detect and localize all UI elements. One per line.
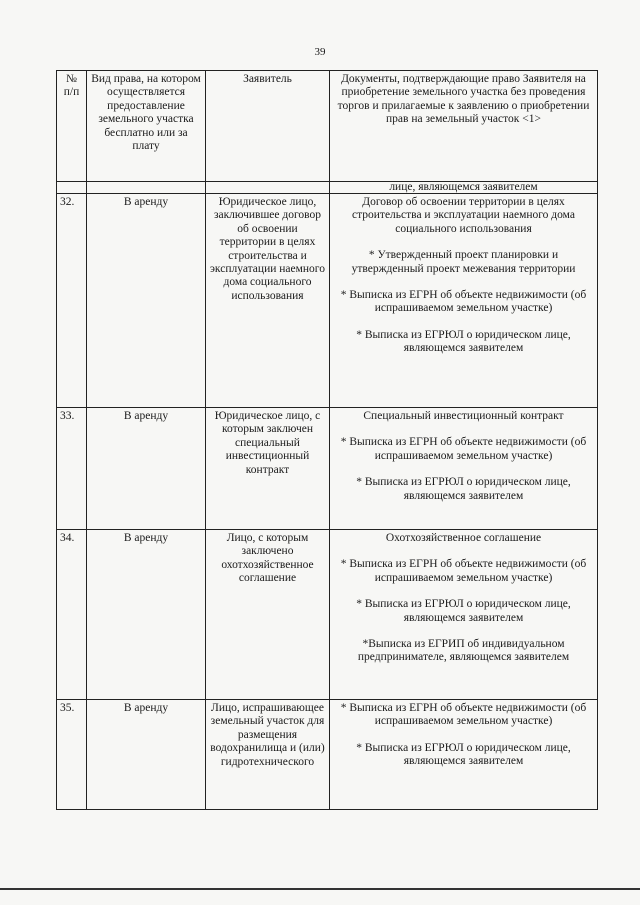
page-number: 39 — [314, 46, 326, 58]
documents-cell — [330, 700, 598, 810]
document-item: * Выписка из ЕГРЮЛ о юридическом лице, являющемся заявителем — [356, 598, 571, 624]
row-number: 32. — [57, 194, 87, 408]
table-row — [57, 194, 598, 408]
applicant: Лицо, с которым заключено охотхозяйственное соглашение — [206, 530, 330, 700]
header-number: № п/п — [57, 71, 87, 182]
row-number: 35. — [57, 700, 87, 810]
document-item: Специальный инвестиционный контракт — [363, 410, 564, 422]
document-item: * Выписка из ЕГРЮЛ о юридическом лице, являющемся заявителем — [356, 741, 571, 768]
applicant: Юридическое лицо, заключившее договор об освоении территории в целях строительства и эксплуатации наемного дома социального использования — [206, 194, 330, 408]
table-row — [57, 700, 598, 810]
applicant: Лицо, испрашивающее земельный участок для размещения водохранилища и (или) гидротехнического — [206, 700, 330, 810]
header-applicant: Заявитель — [206, 71, 330, 182]
document-item: *Выписка из ЕГРИП об индивидуальном предпринимателе, являющемся заявителем — [357, 638, 570, 664]
table-row — [57, 530, 598, 700]
right-type: В аренду — [87, 194, 206, 408]
applicant: Юридическое лицо, с которым заключен специальный инвестиционный контракт — [206, 408, 330, 530]
cell-empty — [57, 182, 87, 194]
header-right-type: Вид права, на котором осуществляется предоставление земельного участка бесплатно или за плату — [87, 71, 206, 182]
documents-cell — [330, 530, 598, 700]
document-item: * Выписка из ЕГРЮЛ о юридическом лице, являющемся заявителем — [356, 476, 571, 502]
document-item: * Выписка из ЕГРЮЛ о юридическом лице, являющемся заявителем — [356, 328, 571, 355]
right-type: В аренду — [87, 408, 206, 530]
document-item: * Выписка из ЕГРН об объекте недвижимости (об испрашиваемом земельном участке) — [340, 289, 587, 315]
documents-table — [56, 70, 598, 810]
cell-empty — [206, 182, 330, 194]
right-type: В аренду — [87, 700, 206, 810]
scan-edge-line — [0, 888, 640, 890]
document-item: * Выписка из ЕГРН об объекте недвижимости (об испрашиваемом земельном участке) — [340, 558, 587, 584]
document-item: * Утвержденный проект планировки и утвержденный проект межевания территории — [351, 249, 576, 275]
right-type: В аренду — [87, 530, 206, 700]
documents-cell — [330, 408, 598, 530]
cell-empty — [87, 182, 206, 194]
row-number: 33. — [57, 408, 87, 530]
continuation-text: лице, являющемся заявителем — [330, 182, 598, 194]
document-item: Договор об освоении территории в целях строительства и эксплуатации наемного дома социального использования — [352, 196, 575, 235]
header-documents: Документы, подтверждающие право Заявителя на приобретение земельного участка без проведения торгов и прилагаемые к заявлению о приобретении прав на земельный участок <1> — [330, 71, 598, 182]
table-row — [57, 408, 598, 530]
continuation-row — [57, 182, 598, 194]
row-number: 34. — [57, 530, 87, 700]
document-item: Охотхозяйственное соглашение — [385, 532, 542, 544]
document-item: * Выписка из ЕГРН об объекте недвижимости (об испрашиваемом земельном участке) — [340, 436, 587, 462]
header-row — [57, 71, 598, 182]
document-item: * Выписка из ЕГРН об объекте недвижимости (об испрашиваемом земельном участке) — [340, 702, 587, 728]
documents-cell — [330, 194, 598, 408]
